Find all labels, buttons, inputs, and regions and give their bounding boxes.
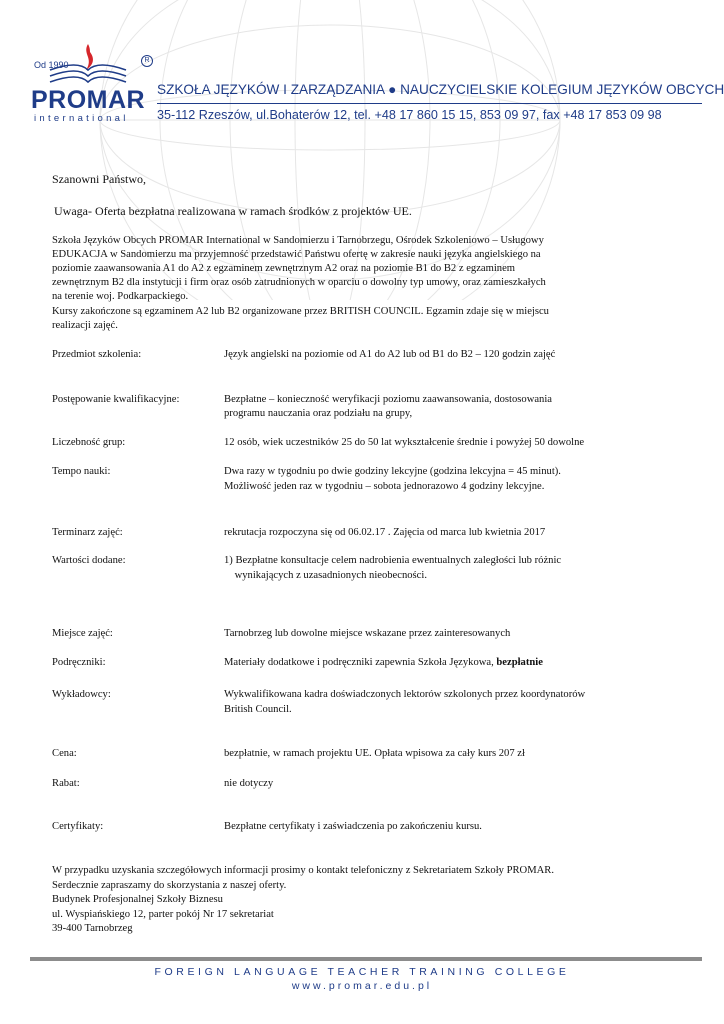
- value-location: Tarnobrzeg lub dowolne miejsce wskazane przez zainteresowanych: [224, 628, 511, 639]
- footer-college-name: FOREIGN LANGUAGE TEACHER TRAINING COLLEGE: [154, 966, 570, 978]
- registered-mark: R: [141, 55, 153, 67]
- closing-line: Serdecznie zapraszamy do skorzystania z naszej oferty.: [52, 880, 287, 891]
- label-textbooks: Podręczniki:: [52, 657, 106, 668]
- intro-line: na terenie woj. Podkarpackiego.: [52, 291, 189, 302]
- label-discount: Rabat:: [52, 778, 80, 789]
- intro-line: poziomie zaawansowania A1 do A2 z egzaminem zewnętrznym A2 oraz na poziomie B1 do B2 z egzaminem: [52, 263, 516, 274]
- value-lecturers: Wykwalifikowana kadra doświadczonych lektorów szkolonych przez koordynatorów: [224, 689, 586, 700]
- label-certificates: Certyfikaty:: [52, 821, 104, 832]
- label-pace: Tempo nauki:: [52, 466, 111, 477]
- value-textbooks: [224, 656, 543, 670]
- intro-line: realizacji zajęć.: [52, 320, 118, 331]
- value-subject: Język angielski na poziomie od A1 do A2 lub od B1 do B2 – 120 godzin zajęć: [224, 349, 556, 360]
- label-price: Cena:: [52, 748, 77, 759]
- header-address: 35-112 Rzeszów, ul.Bohaterów 12, tel. +48 17 860 15 15, 853 09 97, fax +48 17 853 09 98: [157, 108, 662, 122]
- value-group-size: 12 osób, wiek uczestników 25 do 50 lat wykształcenie średnie i powyżej 50 dowolne: [224, 437, 585, 448]
- header-school-names: SZKOŁA JĘZYKÓW I ZARZĄDZANIA ● NAUCZYCIELSKIE KOLEGIUM JĘZYKÓW OBCYCH: [157, 82, 724, 97]
- intro-line: Szkoła Języków Obcych PROMAR International w Sandomierzu i Tarnobrzegu, Ośrodek Szkoleniowo – Usługowy: [52, 235, 544, 246]
- notice: Uwaga- Oferta bezpłatna realizowana w ramach środków z projektów UE.: [54, 204, 412, 218]
- value-certificates: Bezpłatne certyfikaty i zaświadczenia po zakończeniu kursu.: [224, 821, 482, 832]
- label-lecturers: Wykładowcy:: [52, 689, 111, 700]
- greeting: Szanowni Państwo,: [52, 172, 146, 186]
- value-discount: nie dotyczy: [224, 778, 274, 789]
- value-lecturers: British Council.: [224, 704, 292, 715]
- value-textbooks-bold: bezpłatnie: [496, 657, 543, 668]
- value-qualification: programu nauczania oraz podziału na grupy,: [224, 408, 413, 419]
- footer-website-link[interactable]: www.promar.edu.pl: [291, 980, 433, 992]
- header-divider: [157, 103, 702, 104]
- value-pace: Możliwość jeden raz w tygodniu – sobota jednorazowo 4 godziny lekcyjne.: [224, 481, 545, 492]
- label-schedule: Terminarz zajęć:: [52, 527, 123, 538]
- closing-line: ul. Wyspiańskiego 12, parter pokój Nr 17 sekretariat: [52, 909, 274, 920]
- closing-line: W przypadku uzyskania szczegółowych informacji prosimy o kontakt telefoniczny z Sekretariatem Szkoły PROMAR.: [52, 865, 554, 876]
- value-price: bezpłatnie, w ramach projektu UE. Opłata wpisowa za cały kurs 207 zł: [224, 748, 525, 759]
- label-subject: Przedmiot szkolenia:: [52, 349, 142, 360]
- intro-line: EDUKACJA w Sandomierzu ma przyjemność przedstawić Państwu ofertę w zakresie nauki języka angielskiego na: [52, 249, 541, 260]
- value-schedule: rekrutacja rozpoczyna się od 06.02.17 . Zajęcia od marca lub kwietnia 2017: [224, 527, 546, 538]
- label-qualification: Postępowanie kwalifikacyjne:: [52, 394, 180, 405]
- closing-line: 39-400 Tarnobrzeg: [52, 923, 133, 934]
- since-label: Od 1990: [34, 60, 69, 70]
- value-added-value: wynikających z uzasadnionych nieobecności.: [224, 570, 427, 581]
- value-pace: Dwa razy w tygodniu po dwie godziny lekcyjne (godzina lekcyjna = 45 minut).: [224, 466, 561, 477]
- label-location: Miejsce zajęć:: [52, 628, 113, 639]
- footer-divider: [30, 957, 702, 961]
- intro-line: zewnętrznym B2 dla instytucji i firm oraz osób zatrudnionych w oparciu o dowolny typ umowy, oraz zamieszkałych: [52, 277, 546, 288]
- intro-line: Kursy zakończone są egzaminem A2 lub B2 organizowane przez BRITISH COUNCIL. Egzamin zdaje się w miejscu: [52, 306, 549, 317]
- label-added-value: Wartości dodane:: [52, 555, 126, 566]
- value-added-value: 1) Bezpłatne konsultacje celem nadrobienia ewentualnych zaległości lub różnic: [224, 555, 562, 566]
- label-group-size: Liczebność grup:: [52, 437, 126, 448]
- closing-line: Budynek Profesjonalnej Szkoły Biznesu: [52, 894, 223, 905]
- brand-name: PROMAR: [31, 86, 146, 114]
- value-textbooks-text: Materiały dodatkowe i podręczniki zapewnia Szkoła Językowa,: [224, 657, 497, 668]
- brand-subtitle: international: [34, 113, 129, 124]
- value-qualification: Bezpłatne – konieczność weryfikacji poziomu zaawansowania, dostosowania: [224, 394, 552, 405]
